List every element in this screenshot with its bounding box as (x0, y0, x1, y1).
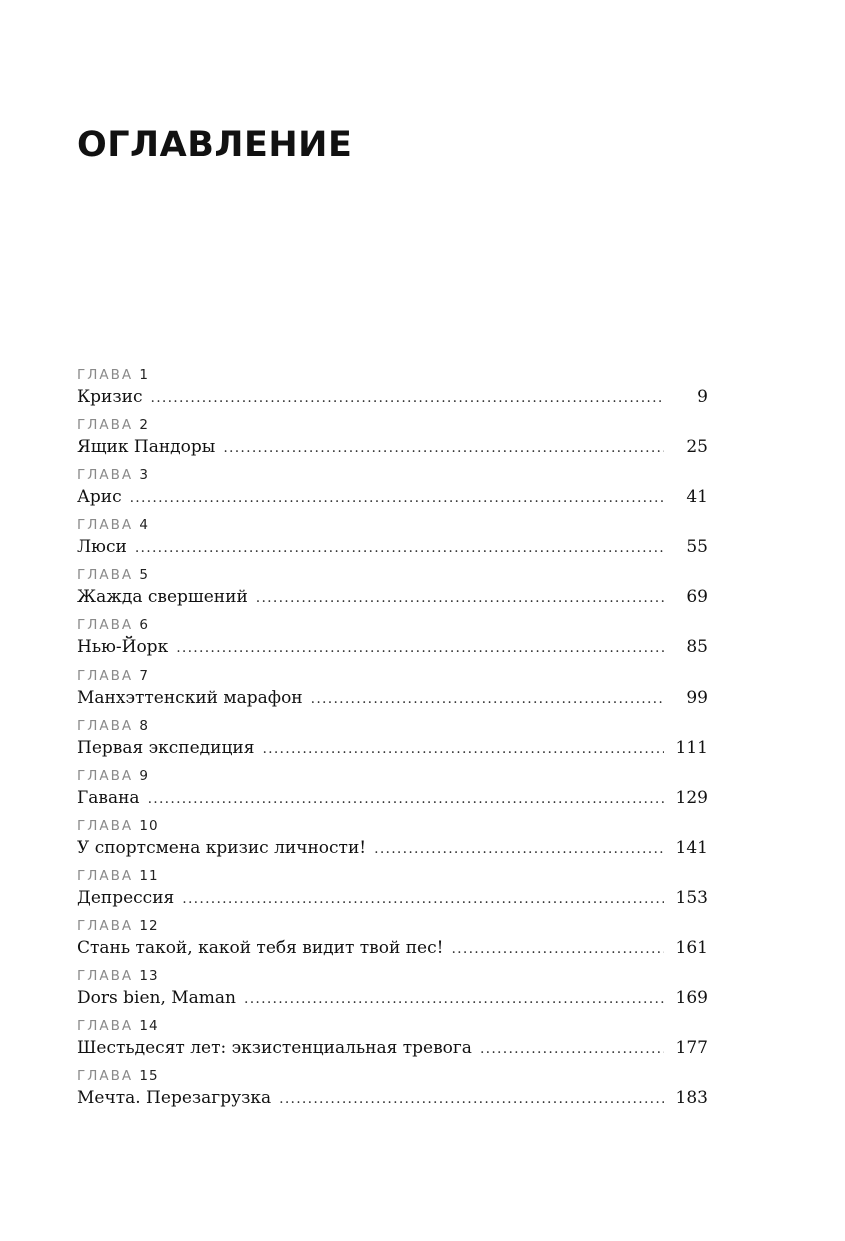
dot-leader (374, 837, 664, 862)
toc-entry-line[interactable] (77, 736, 708, 761)
chapter-label (77, 667, 708, 686)
chapter-title[interactable]: Жажда свершений (77, 587, 248, 608)
chapter-number: 5 (139, 567, 150, 584)
chapter-word: ГЛАВА (77, 417, 134, 434)
toc-entry-line[interactable] (77, 1086, 708, 1111)
chapter-number: 13 (139, 968, 159, 985)
chapter-title[interactable]: Шестьдесят лет: экзистенциальная тревога (77, 1038, 472, 1059)
page-number: 177 (675, 1038, 708, 1059)
toc-entry-line[interactable] (77, 485, 708, 510)
dot-leader (135, 536, 664, 561)
chapter-word: ГЛАВА (77, 1018, 134, 1035)
toc-entry (77, 817, 708, 867)
chapter-title[interactable]: Депрессия (77, 887, 175, 908)
toc-entry (77, 466, 708, 516)
dot-leader (148, 787, 664, 812)
dot-leader (151, 386, 665, 411)
page-title: ОГЛАВЛЕНИЕ (77, 125, 353, 165)
toc-entry (77, 867, 708, 917)
toc-entry-line[interactable] (77, 836, 708, 861)
page-number: 111 (675, 737, 708, 758)
chapter-label (77, 967, 708, 986)
chapter-title[interactable]: Нью-Йорк (77, 637, 169, 658)
toc-entry (77, 616, 708, 666)
chapter-number: 1 (139, 367, 150, 383)
chapter-word: ГЛАВА (77, 817, 134, 834)
toc-entry (77, 1067, 708, 1117)
table-of-contents (77, 366, 708, 1117)
chapter-number: 11 (139, 867, 159, 884)
dot-leader (480, 1037, 664, 1062)
toc-entry (77, 1017, 708, 1067)
page-number: 55 (686, 537, 708, 558)
chapter-word: ГЛАВА (77, 567, 134, 584)
toc-entry (77, 667, 708, 717)
toc-entry-line[interactable] (77, 986, 708, 1011)
chapter-number: 9 (139, 767, 150, 784)
chapter-title[interactable]: Мечта. Перезагрузка (77, 1088, 272, 1109)
dot-leader (176, 636, 664, 661)
toc-entry (77, 917, 708, 967)
toc-entry-line[interactable] (77, 585, 708, 610)
chapter-word: ГЛАВА (77, 367, 134, 383)
toc-entry-line[interactable] (77, 385, 708, 410)
chapter-word: ГЛАВА (77, 667, 134, 684)
page-number: 69 (686, 587, 708, 608)
chapter-title[interactable]: У спортсмена кризис личности! (77, 837, 367, 858)
chapter-word: ГЛАВА (77, 517, 134, 534)
dot-leader (244, 987, 664, 1012)
chapter-number: 8 (139, 717, 150, 734)
toc-entry (77, 767, 708, 817)
toc-entry-line[interactable] (77, 1036, 708, 1061)
page-number: 141 (675, 837, 708, 858)
dot-leader (223, 436, 664, 461)
chapter-number: 15 (139, 1068, 159, 1085)
chapter-number: 6 (139, 617, 150, 634)
page-number: 41 (686, 487, 708, 508)
toc-entry (77, 366, 708, 416)
chapter-word: ГЛАВА (77, 968, 134, 985)
toc-entry-line[interactable] (77, 635, 708, 660)
chapter-label (77, 366, 708, 385)
page-number: 129 (675, 787, 708, 808)
dot-leader (130, 486, 664, 511)
chapter-word: ГЛАВА (77, 717, 134, 734)
toc-entry-line[interactable] (77, 435, 708, 460)
chapter-title[interactable]: Люси (77, 537, 127, 558)
chapter-label (77, 817, 708, 836)
dot-leader (311, 687, 664, 712)
page-number: 25 (686, 437, 708, 458)
chapter-label (77, 867, 708, 886)
dot-leader (256, 586, 664, 611)
chapter-number: 7 (139, 667, 150, 684)
dot-leader (451, 937, 664, 962)
toc-entry (77, 416, 708, 466)
toc-entry-line[interactable] (77, 786, 708, 811)
chapter-title[interactable]: Кризис (77, 387, 143, 407)
chapter-number: 14 (139, 1018, 159, 1035)
chapter-word: ГЛАВА (77, 767, 134, 784)
chapter-number: 2 (139, 417, 150, 434)
chapter-number: 4 (139, 517, 150, 534)
chapter-number: 12 (139, 918, 159, 935)
chapter-label (77, 616, 708, 635)
toc-entry (77, 566, 708, 616)
chapter-label (77, 1067, 708, 1086)
page-number: 153 (675, 887, 708, 908)
chapter-label (77, 566, 708, 585)
dot-leader (262, 737, 664, 762)
dot-leader (182, 887, 664, 912)
chapter-title[interactable]: Манхэттенский марафон (77, 687, 303, 708)
chapter-label (77, 1017, 708, 1036)
chapter-word: ГЛАВА (77, 617, 134, 634)
chapter-title[interactable]: Первая экспедиция (77, 737, 255, 758)
chapter-title[interactable]: Гавана (77, 787, 140, 808)
page-number: 169 (675, 988, 708, 1009)
dot-leader (279, 1087, 664, 1112)
chapter-word: ГЛАВА (77, 467, 134, 484)
chapter-label (77, 767, 708, 786)
page-number: 85 (686, 637, 708, 658)
chapter-title[interactable]: Ящик Пандоры (77, 437, 216, 458)
toc-entry (77, 967, 708, 1017)
chapter-label (77, 466, 708, 485)
toc-entry (77, 516, 708, 566)
toc-entry-line[interactable] (77, 936, 708, 961)
chapter-title[interactable]: Стань такой, какой тебя видит твой пес! (77, 938, 444, 959)
toc-entry-line[interactable] (77, 686, 708, 711)
chapter-title[interactable]: Dors bien, Maman (77, 988, 237, 1009)
chapter-label (77, 416, 708, 435)
chapter-title[interactable]: Арис (77, 487, 122, 508)
chapter-number: 10 (139, 817, 159, 834)
chapter-label (77, 516, 708, 535)
toc-entry-line[interactable] (77, 886, 708, 911)
chapter-word: ГЛАВА (77, 867, 134, 884)
toc-entry (77, 717, 708, 767)
page-number: 183 (675, 1088, 708, 1109)
chapter-number: 3 (139, 467, 150, 484)
chapter-label (77, 917, 708, 936)
chapter-label (77, 717, 708, 736)
toc-entry-line[interactable] (77, 535, 708, 560)
page-number: 99 (686, 687, 708, 708)
chapter-word: ГЛАВА (77, 918, 134, 935)
chapter-word: ГЛАВА (77, 1068, 134, 1085)
page-number: 161 (675, 938, 708, 959)
page-number: 9 (697, 387, 708, 407)
